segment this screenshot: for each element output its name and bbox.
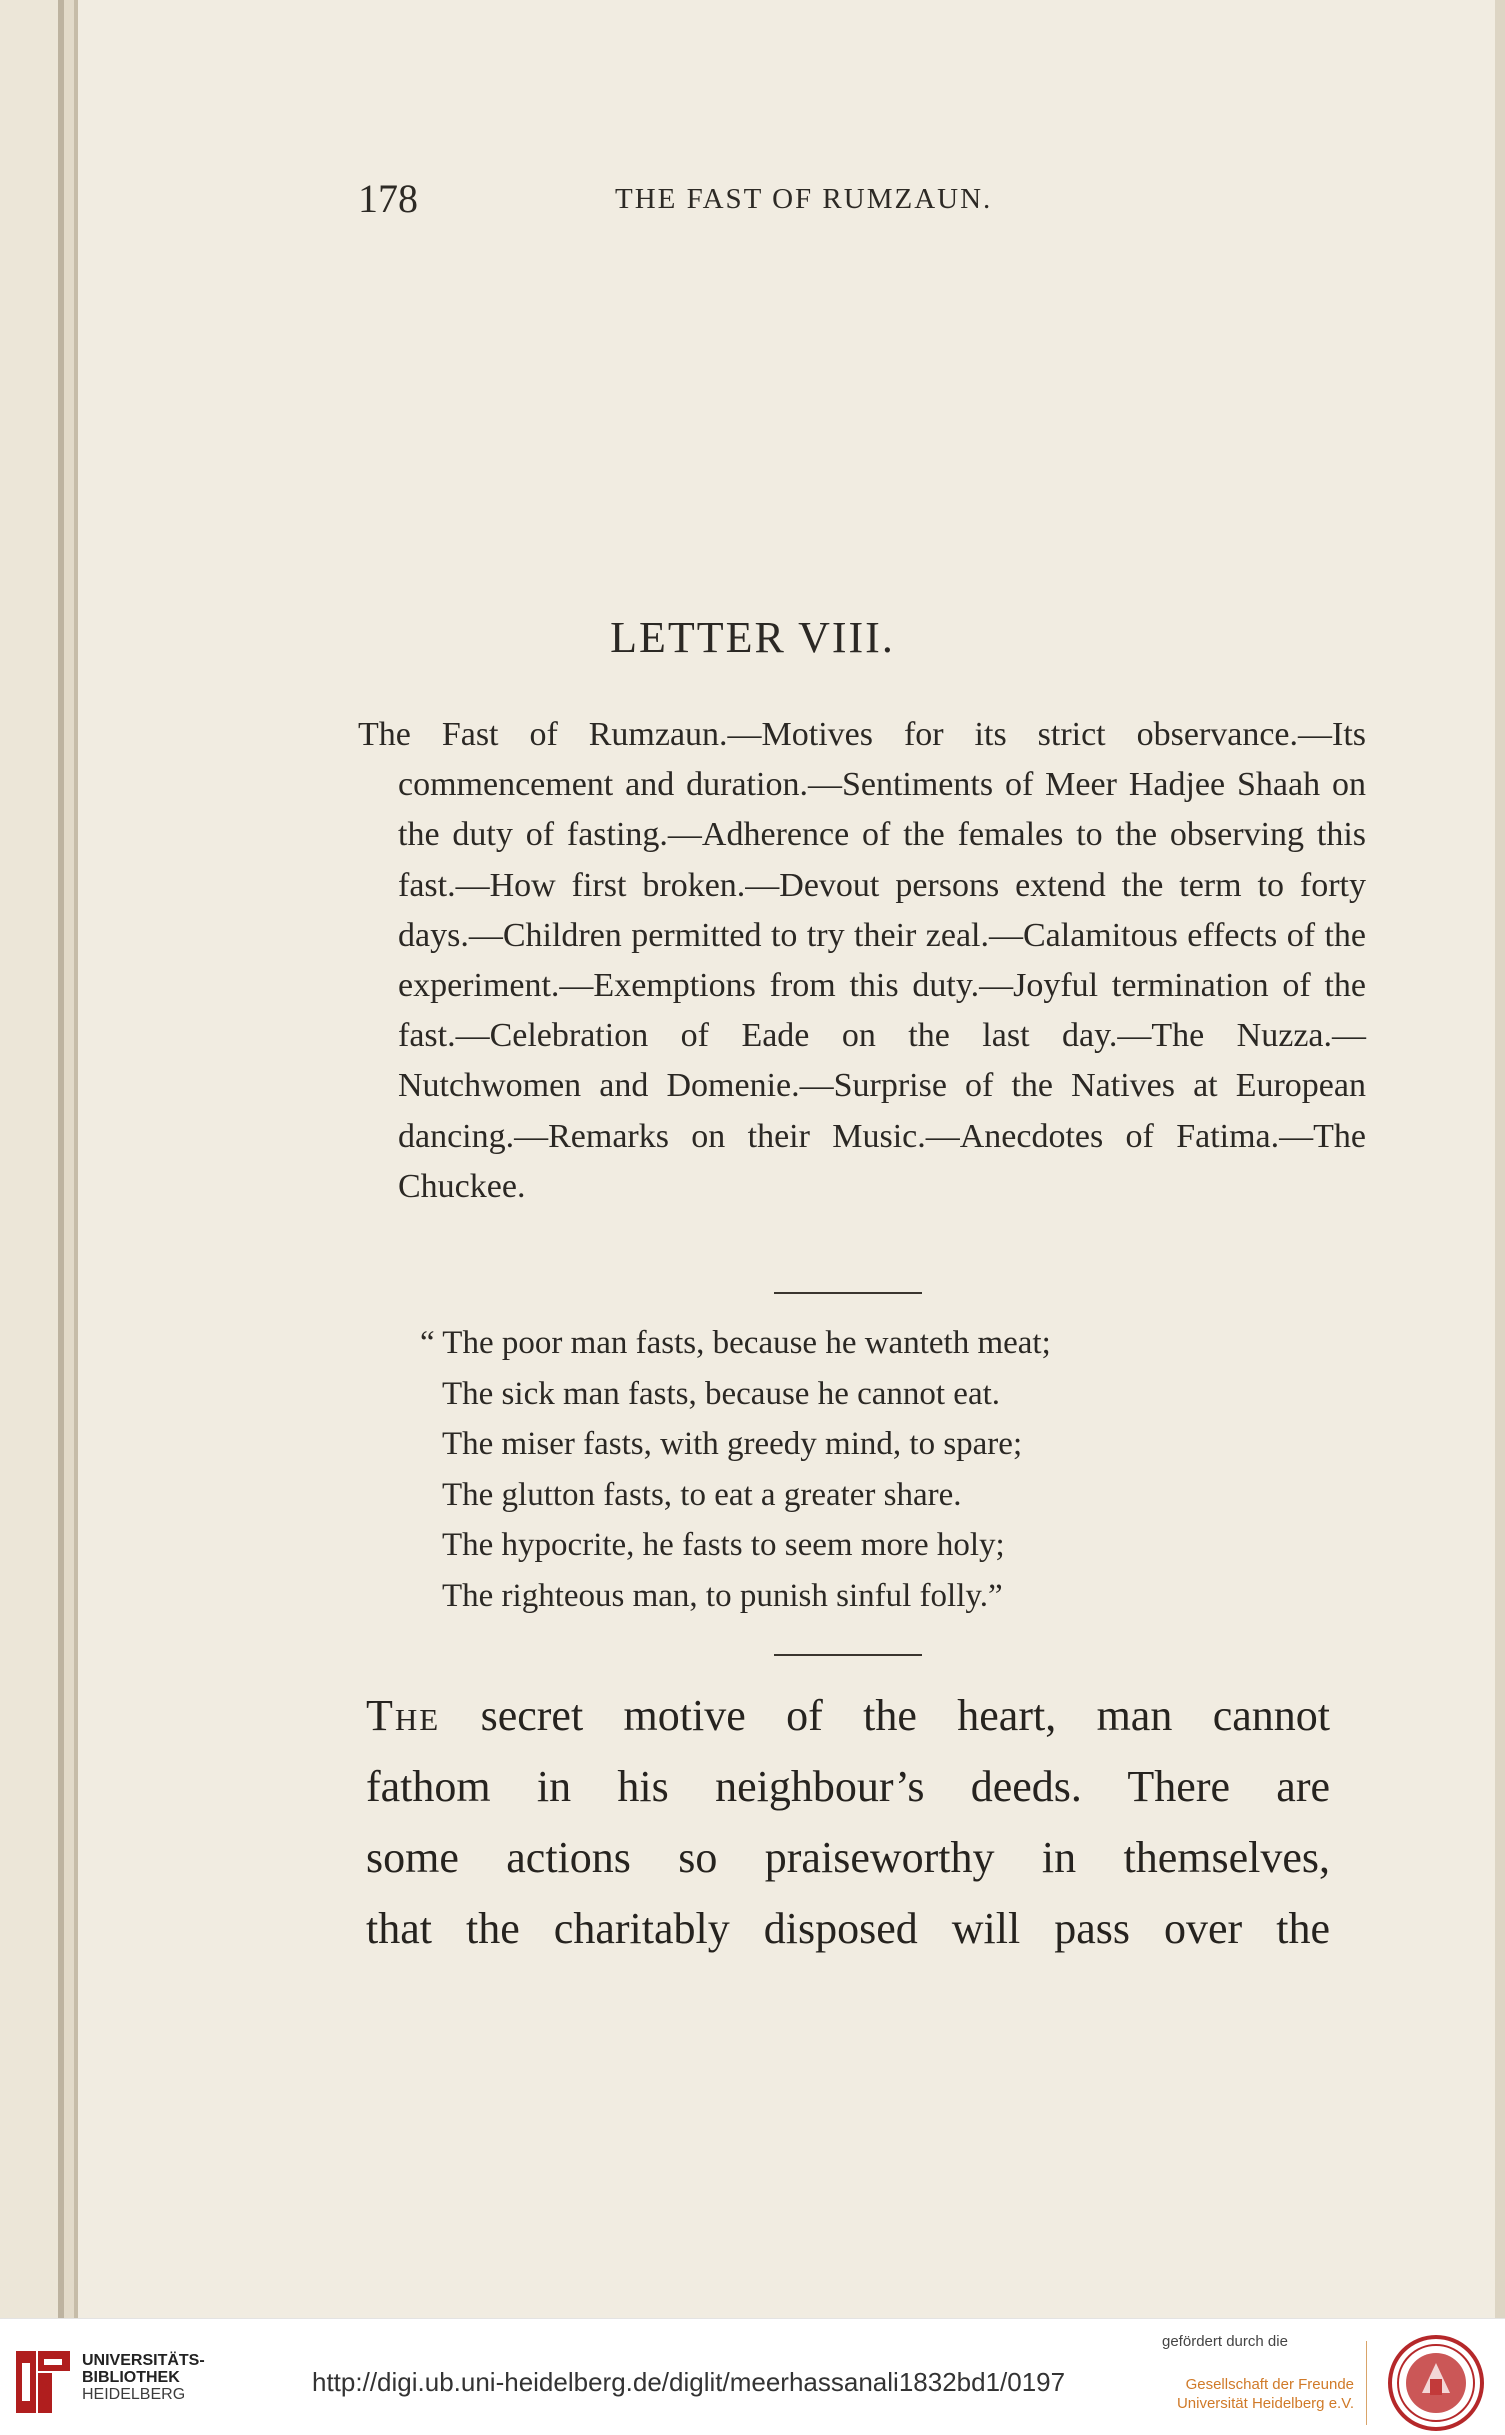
divider-rule <box>774 1292 922 1294</box>
university-seal-icon <box>1386 2333 1486 2433</box>
sponsor-caption: gefördert durch die <box>1162 2333 1288 2350</box>
library-name-line: UNIVERSITÄTS- <box>82 2352 205 2369</box>
body-line <box>366 1680 1330 1751</box>
footer-bar <box>0 2318 1505 2435</box>
poem-line: The miser fasts, with greedy mind, to spare; <box>442 1426 1023 1462</box>
body-line-text: secret motive of the heart, man cannot <box>440 1691 1330 1740</box>
library-name-line: HEIDELBERG <box>82 2386 186 2403</box>
sponsor-divider <box>1366 2341 1367 2425</box>
sponsor-line: Gesellschaft der Freunde <box>1185 2376 1354 2393</box>
sponsor-name <box>1170 2375 1354 2413</box>
library-logo-icon <box>14 2349 72 2415</box>
page-edge <box>1495 0 1505 2318</box>
page-number: 178 <box>358 176 418 221</box>
epigraph-poem <box>420 1318 1280 1621</box>
binding-edge <box>64 0 74 2318</box>
sponsor-line: Universität Heidelberg e.V. <box>1176 2395 1354 2412</box>
divider-rule <box>774 1654 922 1656</box>
body-paragraph <box>366 1680 1330 1964</box>
letter-title: LETTER VIII. <box>610 613 895 662</box>
poem-line: The sick man fasts, because he cannot eat. <box>442 1375 1001 1412</box>
library-name <box>82 2352 205 2403</box>
body-line: that the charitably disposed will pass over the <box>366 1904 1330 1953</box>
binding-shadow <box>74 0 78 2318</box>
permalink[interactable]: http://digi.ub.uni-heidelberg.de/diglit/meerhassanali1832bd1/0197 <box>312 2367 1066 2397</box>
binding-edge <box>0 0 58 2318</box>
running-head: THE FAST OF RUMZAUN. <box>615 183 993 215</box>
lead-word: The <box>366 1691 441 1740</box>
chapter-synopsis: The Fast of Rumzaun.—Motives for its strict observance.—Its commencement and duration.—Sentiments of Meer Hadjee Shaah on the duty of fasting.—Adherence of the females to the observing this fast.—How first broken.—Devout persons extend the term to forty days.—Children permitted to try their zeal.—Calamitous effects of the experiment.—Exemptions from this duty.—Joyful termination of the fast.—Celebration of Eade on the last day.—The Nuzza.—Nutchwomen and Domenie.—Surprise of the Natives at European dancing.—Remarks on their Music.—Anecdotes of Fatima.—The Chuckee. <box>358 716 1366 1205</box>
poem-line: The righteous man, to punish sinful folly.” <box>442 1577 1003 1614</box>
body-line: fathom in his neighbour’s deeds. There are <box>366 1762 1330 1811</box>
library-name-line: BIBLIOTHEK <box>82 2369 180 2386</box>
body-line: some actions so praiseworthy in themselves, <box>366 1833 1330 1882</box>
poem-line: The glutton fasts, to eat a greater share. <box>442 1476 962 1513</box>
poem-line: The hypocrite, he fasts to seem more holy; <box>442 1527 1005 1563</box>
running-header <box>358 175 1360 235</box>
poem-line: “ The poor man fasts, because he wanteth meat; <box>420 1325 1051 1361</box>
